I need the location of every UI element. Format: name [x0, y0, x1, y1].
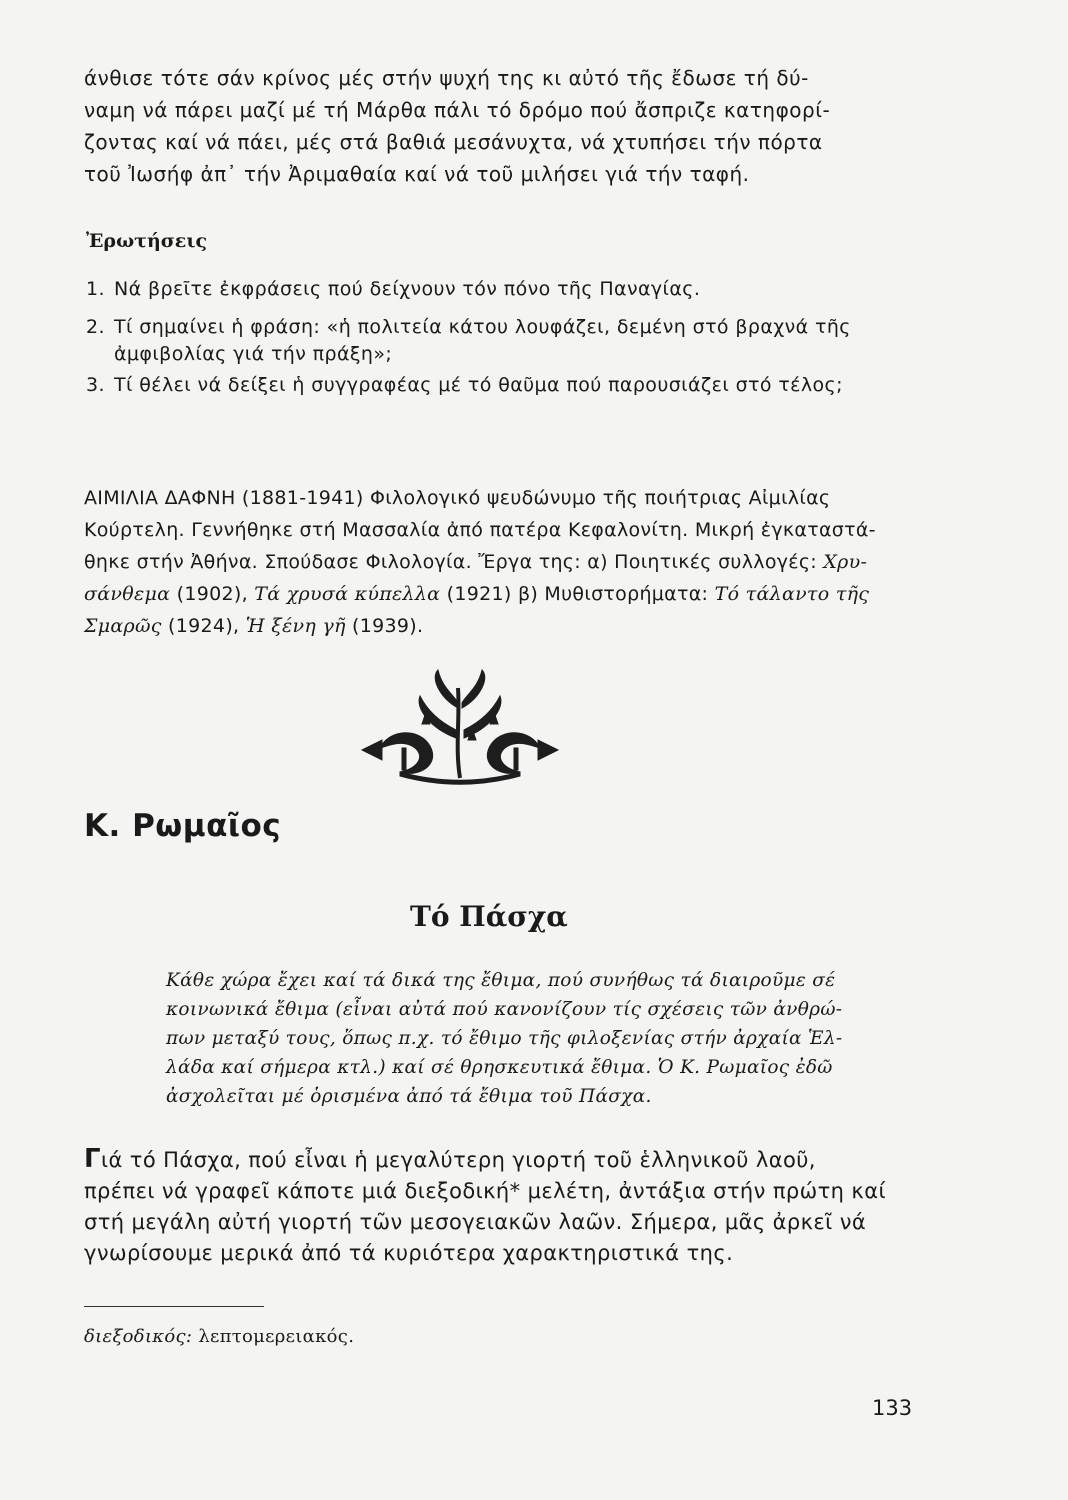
footnote-definition: λεπτομερειακός. — [192, 1326, 355, 1347]
floral-ornament-icon — [360, 668, 560, 788]
drop-cap: Γ — [84, 1144, 101, 1174]
text-line: λάδα καί σήμερα κτλ.) καί σέ θρησκευτικά ἔθιμα. Ὁ Κ. Ρωμαῖος ἐδῶ — [166, 1057, 833, 1078]
bio-line: Σμαρῶς (1924), Ἡ ξένη γῆ (1939). — [84, 615, 424, 637]
work-title: σάνθεμα — [84, 583, 171, 605]
main-text — [84, 1144, 924, 1269]
page-title: Τό Πάσχα — [410, 900, 568, 933]
page-number: 133 — [872, 1396, 913, 1420]
work-title: Τά χρυσά κύπελλα — [254, 583, 441, 605]
question-number: 1. — [86, 278, 105, 300]
footnote-divider — [84, 1306, 264, 1307]
bio-line: ΑΙΜΙΛΙΑ ΔΑΦΝΗ (1881-1941) Φιλολογικό ψευδώνυμο τῆς ποιήτριας Αἰμιλίας — [84, 487, 831, 509]
text-line: ζοντας καί νά πάει, μές στά βαθιά μεσάνυχτα, νά χτυπήσει τήν πόρτα — [84, 130, 823, 154]
questions-heading: Ἐρωτήσεις — [86, 230, 208, 252]
question-3 — [86, 372, 916, 399]
footnote-term: διεξοδικός: — [84, 1326, 193, 1347]
work-title: Χρυ- — [823, 551, 868, 573]
bio-line: σάνθεμα (1902), Τά χρυσά κύπελλα (1921) β) Μυθιστορήματα: Τό τάλαντο τῆς — [84, 583, 870, 605]
work-title: Σμαρῶς — [84, 615, 162, 637]
text-line: πρέπει νά γραφεῖ κάποτε μιά διεξοδική* μελέτη, ἀντάξια στήν πρώτη καί — [84, 1179, 886, 1203]
opening-paragraph — [84, 62, 910, 190]
text-line: κοινωνικά ἔθιμα (εἶναι αὐτά πού κανονίζουν τίς σχέσεις τῶν ἀνθρώ- — [166, 999, 843, 1020]
question-1 — [86, 276, 916, 303]
work-title: Ἡ ξένη γῆ — [245, 615, 346, 637]
text-line: ναμη νά πάρει μαζί μέ τή Μάρθα πάλι τό δρόμο πού ἄσπριζε κατηφορί- — [84, 98, 831, 122]
question-number: 2. — [86, 316, 105, 338]
text-line: στή μεγάλη αὐτή γιορτή τῶν μεσογειακῶν λαῶν. Σήμερα, μᾶς ἀρκεῖ νά — [84, 1210, 867, 1234]
text-line: τοῦ Ἰωσήφ ἀπ᾿ τήν Ἀριμαθαία καί νά τοῦ μιλήσει γιά τήν ταφή. — [84, 162, 750, 186]
author-bio — [84, 482, 914, 642]
text-line: πων μεταξύ τους, ὅπως π.χ. τό ἔθιμο τῆς φιλοξενίας στήν ἀρχαία Ἑλ- — [166, 1028, 843, 1049]
question-text: Τί σημαίνει ἡ φράση: «ἡ πολιτεία κάτου λουφάζει, δεμένη στό βραχνά τῆς — [114, 316, 851, 338]
work-title: Τό τάλαντο τῆς — [714, 583, 870, 605]
text-line: άνθισε τότε σάν κρίνος μές στήν ψυχή της κι αὐτό τῆς ἔδωσε τή δύ- — [84, 66, 809, 90]
question-text: Νά βρεῖτε ἐκφράσεις πού δείχνουν τόν πόνο τῆς Παναγίας. — [114, 278, 701, 300]
question-2 — [86, 314, 916, 368]
question-text: ἀμφιβολίας γιά τήν πράξη»; — [114, 343, 393, 365]
intro-paragraph — [166, 966, 926, 1111]
bio-line: θηκε στήν Ἀθήνα. Σπούδασε Φιλολογία. Ἔργα της: α) Ποιητικές συλλογές: Χρυ- — [84, 551, 868, 573]
question-number: 3. — [86, 374, 105, 396]
text-line: Κάθε χώρα ἔχει καί τά δικά της ἔθιμα, πού συνήθως τά διαιροῦμε σέ — [166, 970, 836, 991]
author-name: Κ. Ρωμαῖος — [84, 808, 282, 844]
question-text: Τί θέλει νά δείξει ἡ συγγραφέας μέ τό θαῦμα πού παρουσιάζει στό τέλος; — [114, 374, 843, 396]
text-line: γνωρίσουμε μερικά ἀπό τά κυριότερα χαρακτηριστικά της. — [84, 1241, 734, 1265]
text-line: ιά τό Πάσχα, πού εἶναι ἡ μεγαλύτερη γιορτή τοῦ ἑλληνικοῦ λαοῦ, — [100, 1148, 816, 1172]
text-line: ἀσχολεῖται μέ ὁρισμένα ἀπό τά ἔθιμα τοῦ Πάσχα. — [166, 1086, 652, 1107]
footnote — [84, 1326, 354, 1347]
bio-line: Κούρτελη. Γεννήθηκε στή Μασσαλία ἀπό πατέρα Κεφαλονίτη. Μικρή ἐγκαταστά- — [84, 519, 876, 541]
